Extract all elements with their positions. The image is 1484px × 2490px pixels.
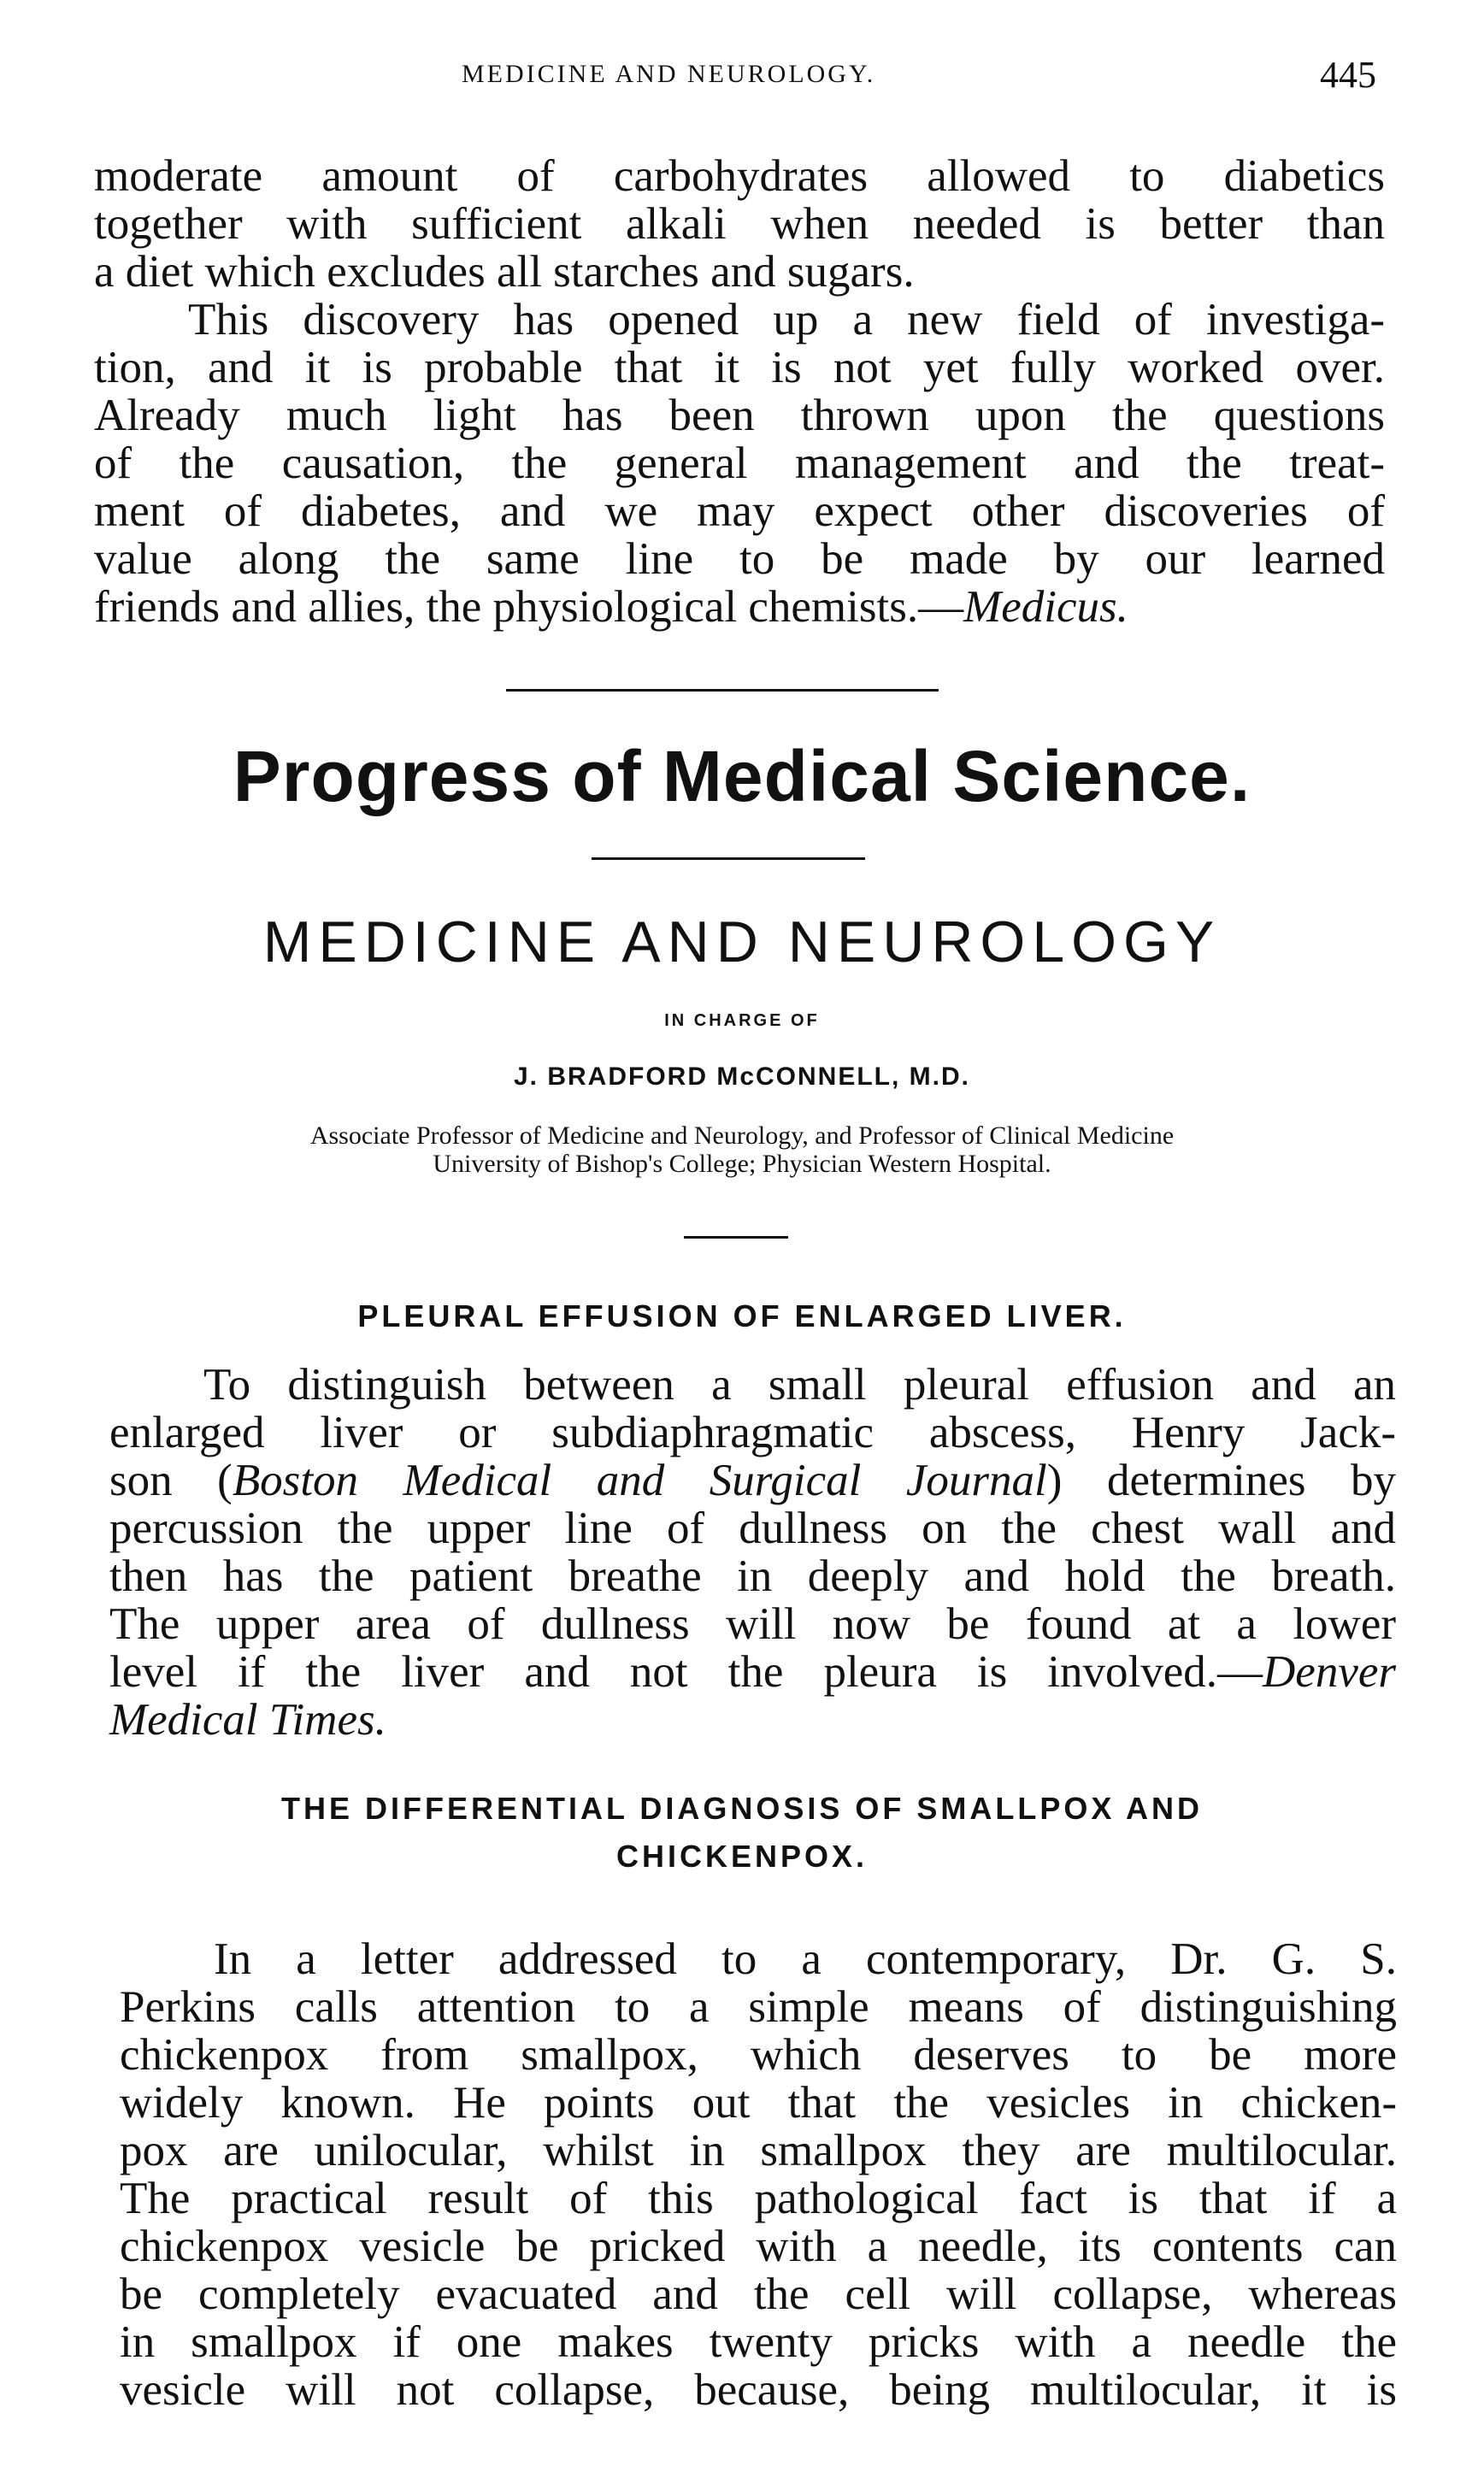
text-line: In a letter addressed to a contemporary, Dr. G. S. [214,1934,1397,1984]
text-fragment: level if the liver and not the pleura is involved.— [109,1647,1263,1697]
running-head [94,53,1376,113]
text-line: widely known. He points out that the vesicles in chicken- [120,2078,1397,2128]
department-title: MEDICINE AND NEUROLOGY [262,909,1222,974]
divider-rule [506,689,939,692]
divider-rule [592,857,865,860]
intro-paragraph [94,152,1385,296]
heading-line: CHICKENPOX. [615,1839,869,1874]
editor-name: J. BRADFORD McCONNELL, M.D. [514,1063,970,1091]
text-line: of the causation, the general management and the treat- [94,439,1385,488]
text-line: tion, and it is probable that it is not yet fully worked over. [94,343,1385,392]
text-line: moderate amount of carbohydrates allowed to diabetics [94,151,1385,201]
text-line [94,583,1385,631]
article-paragraph [109,1361,1396,1744]
text-line: vesicle will not collapse, because, being multilocular, it is [120,2365,1397,2415]
text-line: then has the patient breathe in deeply and hold the breath. [109,1551,1396,1601]
text-line: ment of diabetes, and we may expect other discoveries of [94,486,1385,536]
divider-rule [684,1236,788,1239]
text-line: value along the same line to be made by our learned [94,534,1385,584]
article-heading: PLEURAL EFFUSION OF ENLARGED LIVER. [357,1298,1127,1333]
text-line: in smallpox if one makes twenty pricks with a needle the [120,2317,1397,2367]
heading-line: THE DIFFERENTIAL DIAGNOSIS OF SMALLPOX AND [280,1791,1204,1826]
text-line: percussion the upper line of dullness on the chest wall and [109,1504,1396,1553]
text-line: The upper area of dullness will now be found at a lower [109,1599,1396,1649]
second-paragraph [94,296,1385,631]
source-citation: Denver [1263,1647,1396,1697]
article-paragraph [120,1935,1397,2414]
text-line [109,1696,1396,1744]
section-title: Progress of Medical Science. [233,736,1251,816]
text-line: be completely evacuated and the cell will collapse, whereas [120,2269,1397,2319]
article-heading [0,1785,1484,1881]
text-line: enlarged liver or subdiaphragmatic abscess, Henry Jack- [109,1408,1396,1457]
attribution: Medicus. [963,582,1128,632]
text-line: Already much light has been thrown upon the questions [94,391,1385,440]
text-line: Perkins calls attention to a simple means of distinguishing [120,1982,1397,2032]
editor-affiliation [0,1121,1484,1178]
affiliation-line: University of Bishop's College; Physician Western Hospital. [433,1150,1051,1178]
source-citation: Medical Times. [109,1695,386,1745]
text-fragment: friends and allies, the physiological chemists.— [94,582,964,632]
text-line: together with sufficient alkali when needed is better than [94,199,1385,249]
text-line: The practical result of this pathological fact is that if a [120,2174,1397,2223]
text-line: pox are unilocular, whilst in smallpox they are multilocular. [120,2126,1397,2175]
text-line: chickenpox vesicle be pricked with a needle, its contents can [120,2222,1397,2271]
text-line: To distinguish between a small pleural effusion and an [203,1360,1396,1410]
running-head-title: MEDICINE AND NEUROLOGY. [462,60,876,88]
text-line [109,1648,1396,1696]
page-number: 445 [1320,54,1376,96]
text-line: chickenpox from smallpox, which deserves to be more [120,2030,1397,2080]
text-line: a diet which excludes all starches and sugars. [94,247,915,297]
text-line [109,1457,1396,1504]
affiliation-line: Associate Professor of Medicine and Neurology, and Professor of Clinical Medicine [309,1121,1175,1150]
text-fragment: son ( [109,1456,233,1505]
in-charge-label: IN CHARGE OF [664,1011,820,1030]
text-fragment: ) determines by [1046,1456,1397,1505]
journal-citation: Boston Medical and Surgical Journal [232,1456,1047,1505]
text-line: This discovery has opened up a new field of investiga- [188,295,1385,344]
